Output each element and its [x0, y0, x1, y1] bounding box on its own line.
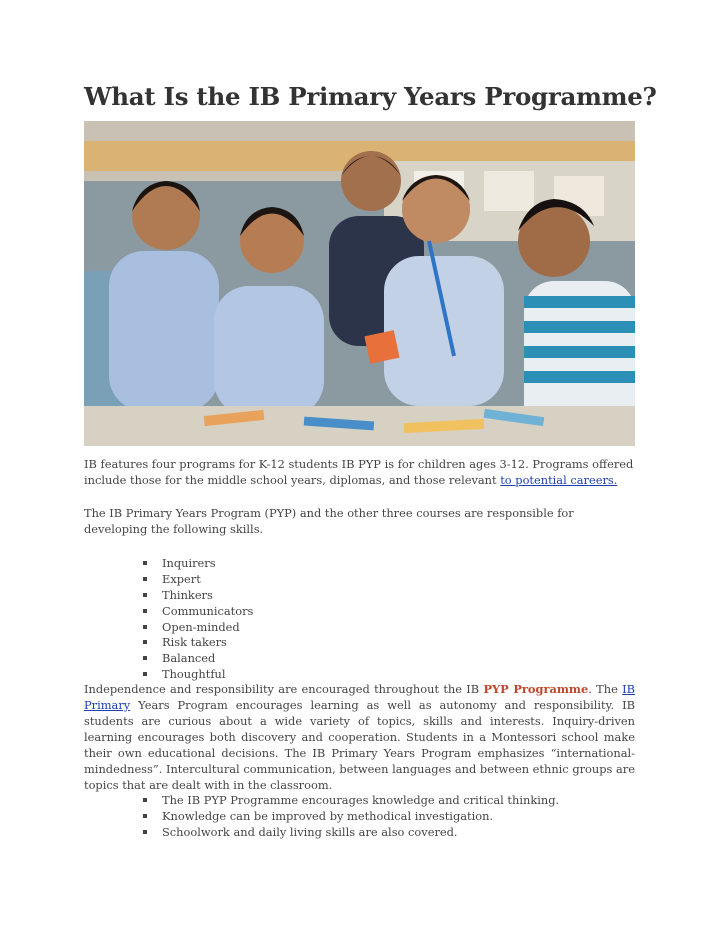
ib-primary-link[interactable]: IB Primary [84, 682, 636, 712]
list-item [140, 792, 559, 808]
bullet-icon [143, 577, 147, 581]
pyp-paragraph [84, 681, 635, 793]
list-item [140, 666, 253, 682]
bullet-icon [143, 609, 147, 613]
potential-careers-link[interactable]: to potential careers. [500, 473, 618, 487]
list-item [140, 808, 559, 824]
bullet-icon [143, 561, 147, 565]
bullet-icon [143, 814, 147, 818]
points-list [140, 792, 559, 840]
bullet-icon [143, 656, 147, 660]
skill-label: Inquirers [162, 556, 216, 570]
skill-label: Balanced [162, 651, 216, 666]
bullet-icon [143, 830, 147, 834]
bullet-icon [143, 640, 147, 644]
skill-label: Expert [162, 571, 201, 586]
classroom-illustration [84, 121, 635, 446]
list-item [140, 650, 253, 666]
classroom-photo [84, 121, 635, 446]
skills-list [140, 555, 253, 682]
bullet-icon [143, 593, 147, 597]
list-item [140, 555, 253, 571]
point-label: The IB PYP Programme encourages knowledge and critical thinking. [162, 793, 560, 807]
point-label: Knowledge can be improved by methodical investigation. [162, 808, 494, 823]
bullet-icon [143, 625, 147, 629]
intro-text: IB features four programs for K-12 students IB PYP is for children ages 3-12. Programs offered include those for the middle school years, diplomas, and those relevant [84, 457, 634, 487]
list-item [140, 634, 253, 650]
bullet-icon [143, 798, 147, 802]
list-item [140, 587, 253, 603]
page-title: What Is the IB Primary Years Programme? [84, 82, 657, 111]
list-item [140, 619, 253, 635]
list-item [140, 824, 559, 840]
pyp-text-part: Years Program encourages learning as well as autonomy and responsibility. IB students are curious about a wide variety of topics, skills and interests. Inquiry-driven learning encourages both discovery and cooperation. Students in a Montessori school make their own educational decisions. The IB Primary Years Program emphasizes “international-mindedness”. Intercultural communication, between languages and between ethnic groups are topics that are dealt with in the classroom. [84, 698, 635, 792]
intro-paragraph [84, 456, 635, 488]
skills-intro-paragraph: The IB Primary Years Program (PYP) and the other three courses are responsible for developing the following skills. [84, 506, 574, 536]
list-item [140, 571, 253, 587]
list-item [140, 603, 253, 619]
skill-label: Risk takers [162, 635, 227, 650]
pyp-programme-highlight: PYP Programme [483, 682, 589, 696]
bullet-icon [143, 672, 147, 676]
skill-label: Thinkers [162, 587, 213, 602]
skill-label: Thoughtful [162, 667, 226, 682]
skill-label: Open-minded [162, 619, 240, 634]
point-label: Schoolwork and daily living skills are also covered. [162, 824, 458, 839]
pyp-text-part: Independence and responsibility are encouraged throughout the IB [84, 682, 484, 696]
pyp-text-part: . The [588, 682, 623, 696]
skill-label: Communicators [162, 603, 254, 618]
